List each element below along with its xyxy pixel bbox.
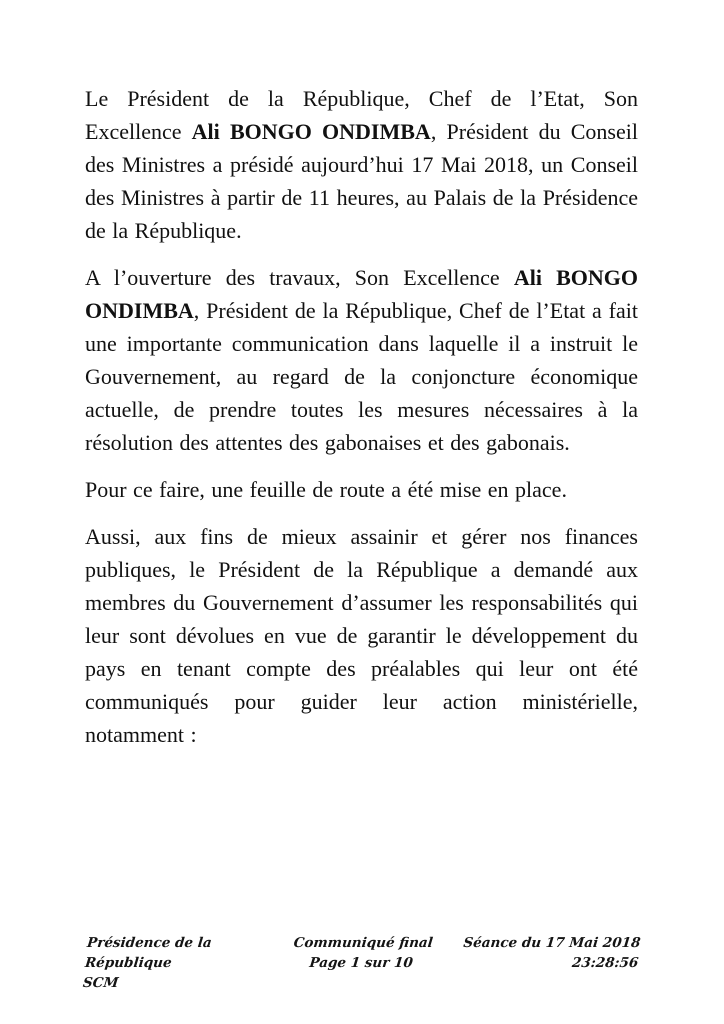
footer-center bbox=[266, 933, 457, 993]
bold-text-run: Ali BONGO ONDIMBA bbox=[191, 119, 431, 144]
paragraph-instructions bbox=[85, 520, 638, 751]
footer-page-number: Page 1 sur 10 bbox=[308, 955, 415, 971]
footer-right bbox=[451, 933, 642, 993]
paragraph-roadmap bbox=[85, 473, 638, 506]
paragraph-opening-remarks bbox=[85, 261, 638, 459]
text-run: Le Président de la République, Chef de l’Etat, Son Excellence bbox=[85, 86, 638, 144]
text-run: Pour ce faire, une feuille de route a été mise en place. bbox=[85, 477, 567, 502]
page-footer bbox=[82, 933, 641, 993]
footer-doc-type: Communiqué final bbox=[293, 935, 435, 951]
document-body bbox=[85, 82, 638, 765]
footer-time: 23:28:56 bbox=[570, 955, 639, 971]
text-run: , Président de la République, Chef de l’Etat a fait une importante communication dans laquelle il a instruit le Gouvernement, au regard de la conjoncture économique actuelle, de prendre toutes les mesures nécessaires à la résolution des attentes des gabonaises et des gabonais. bbox=[85, 298, 638, 455]
text-run: , Président du Conseil des Ministres a présidé aujourd’hui 17 Mai 2018, un Conseil des Ministres à partir de 11 heures, au Palais de la Présidence de la République. bbox=[85, 119, 638, 243]
text-run: A l’ouverture des travaux, Son Excellence bbox=[85, 265, 514, 290]
bold-text-run: Ali BONGO ONDIMBA bbox=[85, 265, 639, 323]
footer-org-name: Présidence de la République bbox=[84, 935, 213, 971]
footer-dept-name: SCM bbox=[82, 975, 120, 991]
paragraph-intro bbox=[85, 82, 638, 247]
footer-left bbox=[82, 933, 273, 993]
text-run: Aussi, aux fins de mieux assainir et gérer nos finances publiques, le Président de la République a demandé aux membres du Gouvernement d’assumer les responsabilités qui leur sont dévolues en vue de garantir le développement du pays en tenant compte des préalables qui leur ont été communiqués pour guider leur action ministérielle, notamment : bbox=[85, 524, 638, 747]
footer-session-date: Séance du 17 Mai 2018 bbox=[462, 935, 641, 951]
